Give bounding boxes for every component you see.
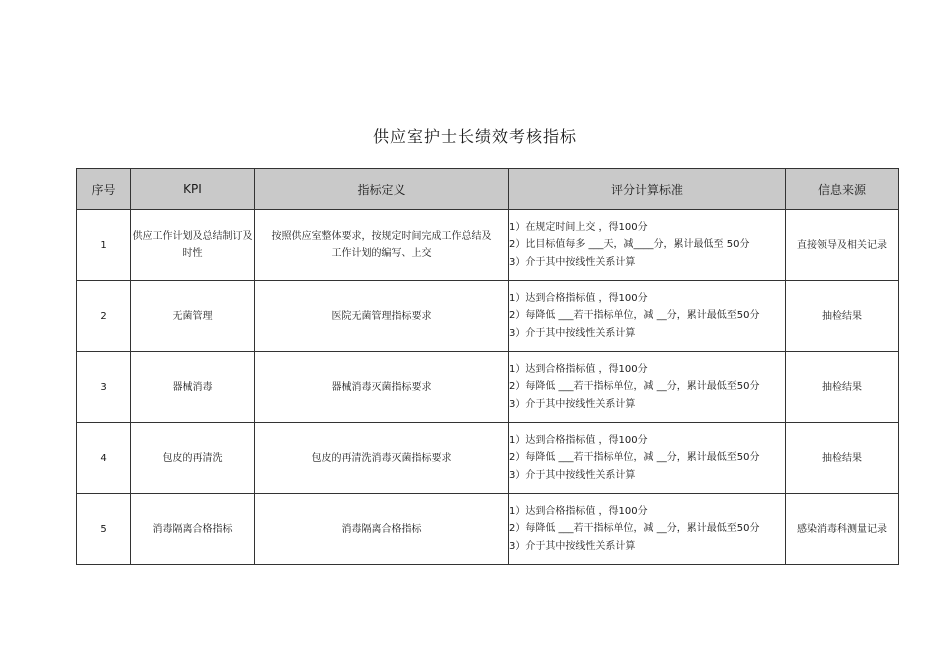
header-seq: 序号 <box>77 169 131 210</box>
criteria-line: 1）达到合格指标值 ，得100分 <box>509 363 648 375</box>
criteria-line: 3）介于其中按线性关系计算 <box>509 327 636 339</box>
cell-kpi: 器械消毒 <box>131 352 255 423</box>
cell-criteria <box>509 494 786 565</box>
cell-source: 抽检结果 <box>786 281 899 352</box>
cell-seq: 5 <box>77 494 131 565</box>
criteria-line: 1）达到合格指标值 ，得100分 <box>509 505 648 517</box>
cell-source: 抽检结果 <box>786 352 899 423</box>
cell-kpi: 消毒隔离合格指标 <box>131 494 255 565</box>
cell-criteria <box>509 210 786 281</box>
page-title: 供应室护士长绩效考核指标 <box>372 127 577 146</box>
cell-criteria <box>509 423 786 494</box>
cell-source: 直接领导及相关记录 <box>786 210 899 281</box>
cell-kpi: 供应工作计划及总结制订及时性 <box>131 210 255 281</box>
criteria-line: 3）介于其中按线性关系计算 <box>509 398 636 410</box>
cell-seq: 4 <box>77 423 131 494</box>
criteria-line: 2）每降低 ___若干指标单位，减 __分，累计最低至50分 <box>509 523 760 535</box>
header-kpi: KPI <box>131 169 255 210</box>
cell-source: 感染消毒科测量记录 <box>786 494 899 565</box>
criteria-line: 3）介于其中按线性关系计算 <box>509 540 636 552</box>
criteria-line: 2）每降低 ___若干指标单位，减 __分，累计最低至50分 <box>509 310 760 322</box>
table-row <box>77 494 899 565</box>
table-row <box>77 352 899 423</box>
cell-source: 抽检结果 <box>786 423 899 494</box>
cell-kpi: 包皮的再清洗 <box>131 423 255 494</box>
criteria-line: 2）比目标值每多 ___天，减____分，累计最低至 50分 <box>509 239 750 251</box>
cell-criteria <box>509 352 786 423</box>
criteria-line: 1）在规定时间上交 ，得100分 <box>509 221 648 233</box>
cell-criteria <box>509 281 786 352</box>
cell-seq: 2 <box>77 281 131 352</box>
cell-kpi: 无菌管理 <box>131 281 255 352</box>
cell-definition: 医院无菌管理指标要求 <box>255 281 509 352</box>
table-row <box>77 423 899 494</box>
header-source: 信息来源 <box>786 169 899 210</box>
table-row <box>77 210 899 281</box>
table-row <box>77 281 899 352</box>
table-header-row <box>77 169 899 210</box>
criteria-line: 1）达到合格指标值 ，得100分 <box>509 292 648 304</box>
criteria-line: 1）达到合格指标值 ，得100分 <box>509 434 648 446</box>
cell-seq: 3 <box>77 352 131 423</box>
cell-definition: 消毒隔离合格指标 <box>255 494 509 565</box>
criteria-line: 3）介于其中按线性关系计算 <box>509 256 636 268</box>
kpi-table <box>76 168 899 565</box>
cell-definition: 包皮的再清洗消毒灭菌指标要求 <box>255 423 509 494</box>
cell-definition: 器械消毒灭菌指标要求 <box>255 352 509 423</box>
criteria-line: 3）介于其中按线性关系计算 <box>509 469 636 481</box>
header-criteria: 评分计算标准 <box>509 169 786 210</box>
criteria-line: 2）每降低 ___若干指标单位，减 __分，累计最低至50分 <box>509 452 760 464</box>
cell-definition: 按照供应室整体要求，按规定时间完成工作总结及工作计划的编写、上交 <box>255 210 509 281</box>
criteria-line: 2）每降低 ___若干指标单位，减 __分，累计最低至50分 <box>509 381 760 393</box>
header-definition: 指标定义 <box>255 169 509 210</box>
cell-seq: 1 <box>77 210 131 281</box>
